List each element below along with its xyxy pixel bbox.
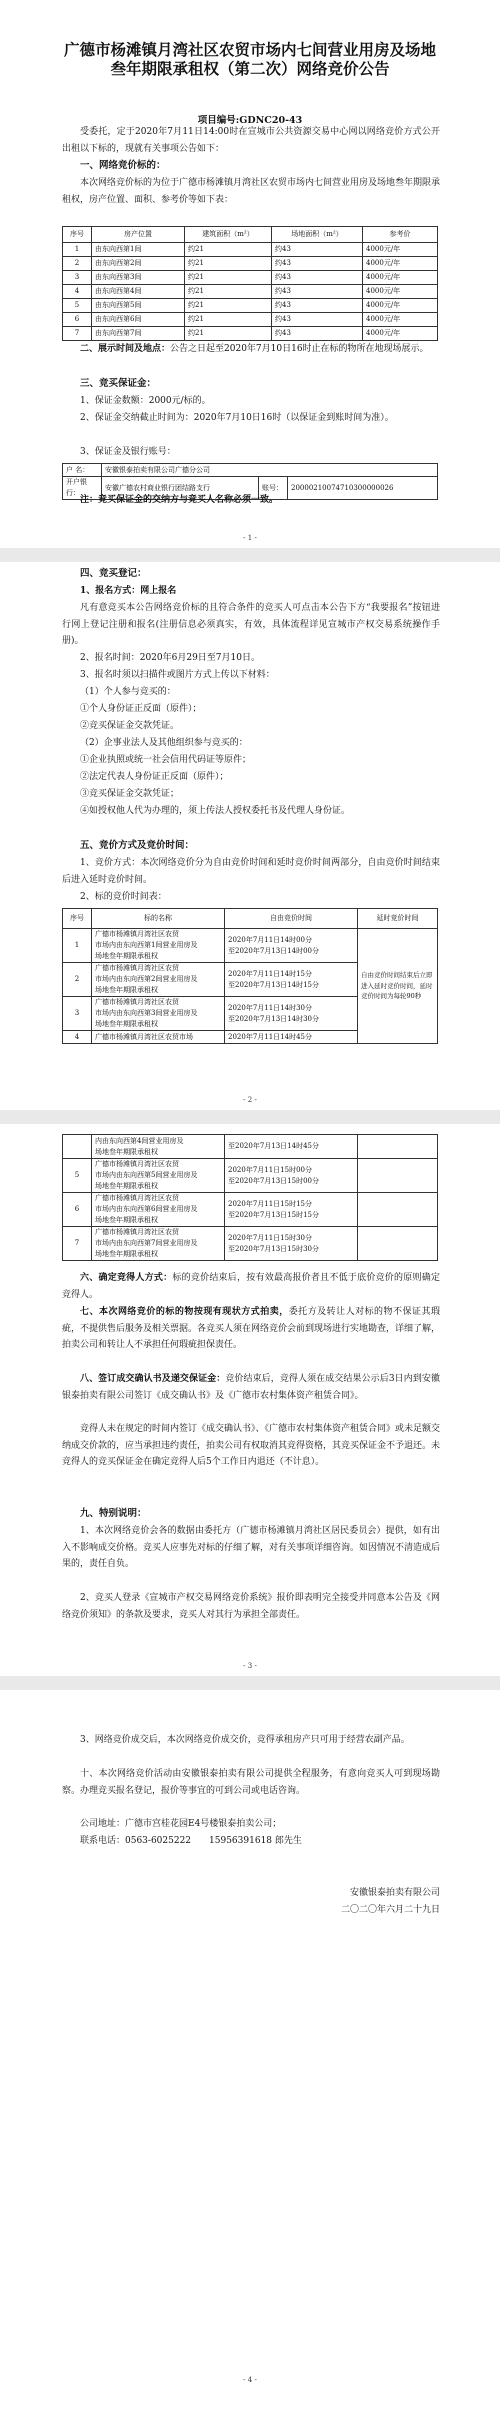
individual-item-2: ②竞买保证金交款凭证。	[80, 721, 180, 731]
table-cell: 6	[63, 313, 92, 327]
section-8-heading: 八、签订成交确认书及递交保证金：	[80, 1374, 226, 1384]
table-cell	[358, 1135, 438, 1159]
table-cell: 4000元/年	[363, 299, 438, 313]
property-table	[62, 226, 438, 341]
table-cell: 由东向西第2间	[92, 257, 185, 271]
subject-line: 场地叁年期限承租权	[95, 1250, 158, 1258]
table-cell: 约21	[185, 257, 272, 271]
table-cell: 约43	[272, 243, 363, 257]
table-cell: 约43	[272, 313, 363, 327]
table-cell	[92, 1193, 225, 1227]
section-9-heading: 九、特别说明：	[80, 1508, 147, 1519]
table-cell: 约21	[185, 299, 272, 313]
table-row	[63, 243, 438, 257]
table-cell	[92, 963, 225, 997]
issuer-name: 安徽银泰拍卖有限公司	[349, 1888, 440, 1898]
table-row	[63, 271, 438, 285]
subject-line: 场地叁年期限承租权	[95, 1020, 158, 1028]
table-cell: 约21	[185, 313, 272, 327]
table-cell: 约43	[272, 257, 363, 271]
registration-time: 2、报名时间：2020年6月29日至7月10日。	[80, 653, 260, 663]
time-end: 至2020年7月13日14时15分	[228, 980, 319, 989]
registration-materials: 3、报名时须以扫描件或图片方式上传以下材料：	[80, 670, 275, 680]
section-6	[62, 1270, 440, 1303]
table-row	[63, 313, 438, 327]
table-header: 标的名称	[92, 909, 225, 929]
table-row	[63, 257, 438, 271]
table-cell: 1	[63, 929, 92, 963]
time-end: 至2020年7月13日14时30分	[228, 1014, 319, 1023]
table-header: 自由竞价时间	[225, 909, 358, 929]
table-cell: 4000元/年	[363, 285, 438, 299]
subject-line: 市场内由东向西第1间营业用房及	[95, 941, 198, 949]
subject-line: 市场内由东向西第7间营业用房及	[95, 1239, 198, 1247]
section-1-body: 本次网络竞价标的为位于广德市杨滩镇月湾社区农贸市场内七间营业用房及场地叁年期限承租权，房产位置、面积、参考价等如下表：	[62, 178, 441, 205]
section-6-heading: 六、确定竞得人方式：	[80, 1273, 173, 1283]
table-cell: 由东向西第3间	[92, 271, 185, 285]
account-number: 20000210074710300000026	[288, 477, 438, 500]
intro-paragraph: 受委托，定于2020年7月11日14:00时在宣城市公共资源交易中心网以网络竞价方式公开出租以下标的，现就有关事项公告如下：	[62, 127, 440, 154]
table-cell: 7	[63, 327, 92, 341]
table-row	[63, 327, 438, 341]
deposit-amount: 1、保证金数额：2000元/标的。	[80, 396, 211, 406]
table-cell: 由东向西第4间	[92, 285, 185, 299]
page-separator	[0, 1110, 500, 1124]
table-cell	[92, 1159, 225, 1193]
time-start: 2020年7月11日15时30分	[228, 1233, 312, 1242]
page-separator	[0, 548, 500, 562]
section-4-heading: 四、竞买登记：	[80, 568, 147, 579]
table-cell	[92, 1135, 225, 1159]
enterprise-item-4: ④如授权他人代为办理的，须上传法人授权委托书及代理人身份证。	[80, 806, 351, 816]
table-cell: 1	[63, 243, 92, 257]
bidding-method: 1、竞价方式：本次网络竞价分为自由竞价时间和延时竞价时间两部分，自由竞价时间结束后进入延时竞价时间。	[62, 858, 440, 885]
table-cell: 广德市杨滩镇月湾社区农贸市场	[92, 1031, 225, 1044]
subject-line: 广德市杨滩镇月湾社区农贸	[95, 1160, 179, 1168]
subject-line: 市场内由东向西第5间营业用房及	[95, 1171, 198, 1179]
time-end: 至2020年7月13日15时00分	[228, 1176, 319, 1185]
section-7-body: 委托方及转让人对标的物不保证其瑕疵，不提供售后服务及相关票据。各竞买人须在网络竞价会前到现场进行实地勘查，详细了解，拍卖公司和转让人不承担任何瑕疵担保责任。	[62, 1307, 441, 1351]
bank-name: 安徽广德农村商业银行团结路支行	[102, 477, 259, 500]
page-separator	[0, 1676, 500, 1690]
table-cell: 由东向西第5间	[92, 299, 185, 313]
table-header: 场地面积（m²）	[272, 227, 363, 243]
table-cell	[358, 1159, 438, 1193]
table-cell: 2020年7月11日14时45分	[225, 1031, 358, 1044]
table-row	[63, 1159, 438, 1193]
table-row	[63, 929, 438, 963]
table-cell: 4000元/年	[363, 271, 438, 285]
deposit-account-heading: 3、保证金及银行账号：	[80, 447, 176, 457]
table-cell	[225, 997, 358, 1031]
subject-line: 广德市杨滩镇月湾社区农贸	[95, 1228, 179, 1236]
table-cell	[92, 929, 225, 963]
table-cell: 5	[63, 299, 92, 313]
delay-note: 自由竞价时间结束后立即进入延时竞价时间，延时竞价时间为每轮90秒	[358, 929, 438, 1044]
table-cell: 约43	[272, 271, 363, 285]
table-header: 房产位置	[92, 227, 185, 243]
table-cell: 3	[63, 997, 92, 1031]
table-cell	[63, 1135, 92, 1159]
table-cell: 约21	[185, 327, 272, 341]
table-cell: 4000元/年	[363, 257, 438, 271]
enterprise-heading: （2）企事业法人及其他组织参与竞买的：	[80, 738, 248, 748]
time-end: 至2020年7月13日15时30分	[228, 1244, 319, 1253]
table-cell: 由东向西第7间	[92, 327, 185, 341]
time-start: 2020年7月11日15时00分	[228, 1165, 312, 1174]
account-name: 安徽银泰拍卖有限公司广德分公司	[102, 464, 438, 477]
section-8-body: 竞价结束后，竞得人须在成交结果公示后3日内到安徽银泰拍卖有限公司签订《成交确认书》及《广德市农村集体资产租赁合同》。	[62, 1374, 440, 1401]
table-cell	[225, 1227, 358, 1261]
bidding-schedule-table	[62, 908, 438, 1044]
section-5-heading: 五、竞价方式及竞价时间：	[80, 840, 195, 851]
table-cell: 约43	[272, 327, 363, 341]
table-cell	[358, 1227, 438, 1261]
table-header-row	[63, 227, 438, 243]
page-number: - 2 -	[243, 1096, 257, 1104]
section-1-heading: 一、网络竞价标的：	[80, 160, 166, 171]
table-cell: 4000元/年	[363, 327, 438, 341]
registration-method: 1、报名方式：网上报名	[80, 586, 177, 596]
time-end: 至2020年7月13日14时00分	[228, 946, 319, 955]
time-start: 2020年7月11日14时00分	[228, 935, 312, 944]
table-cell	[225, 1193, 358, 1227]
subject-line: 内由东向西第4间营业用房及	[95, 1136, 184, 1145]
registration-body: 凡有意竞买本公告网络竞价标的且符合条件的竞买人可点击本公告下方“我要报名”按钮进行网上登记注册和报名(注册信息必须真实，有效，具体流程详见宣城市产权交易系统操作手册)。	[62, 603, 440, 647]
subject-line: 广德市杨滩镇月湾社区农贸	[95, 1194, 179, 1202]
section-8-body-2: 竞得人未在规定的时间内签订《成交确认书》、《广德市农村集体资产租赁合同》或未足额交纳成交价款的，应当承担违约责任，拍卖公司有权取消其竞得资格，其竞买保证金不予退还。未竞得人的竞买保证金在确定竞得人后5个工作日内退还（不计息）。	[62, 1424, 441, 1468]
section-2	[62, 341, 440, 358]
table-header: 建筑面积（m²）	[185, 227, 272, 243]
table-row	[63, 285, 438, 299]
section-2-body: 公告之日起至2020年7月10日16时止在标的物所在地现场展示。	[170, 344, 429, 354]
contact-address: 公司地址：广德市宫桂花园E4号楼银泰拍卖公司；	[80, 1819, 282, 1829]
table-cell: 约43	[272, 285, 363, 299]
individual-item-1: ①个人身份证正反面（原件）；	[80, 704, 202, 714]
table-row	[63, 1227, 438, 1261]
subject-line: 场地叁年期限承租权	[95, 1147, 158, 1156]
table-cell: 4000元/年	[363, 313, 438, 327]
contact-phone: 联系电话：0563-6025222 15956391618 郎先生	[80, 1836, 302, 1846]
bank-label: 开户银行：	[63, 477, 102, 500]
deposit-note: 注：竞买保证金的交纳方与竞买人名称必须一致。	[80, 495, 279, 505]
table-cell: 3	[63, 271, 92, 285]
account-number-label: 账号：	[259, 477, 288, 500]
time-start: 2020年7月11日15时15分	[228, 1199, 312, 1208]
enterprise-item-2: ②法定代表人身份证正反面（原件）；	[80, 772, 229, 782]
bidding-schedule-heading: 2、标的竞价时间表：	[80, 892, 167, 902]
section-10: 十、本次网络竞价活动由安徽银泰拍卖有限公司提供全程服务，有意向竞买人可到现场勘察。办理竞买报名登记，报价等事宜的可到公司或电话咨询。	[62, 1769, 440, 1796]
section-2-heading: 二、展示时间及地点：	[80, 344, 171, 354]
section-6-body: 标的竞价结束后，按有效最高报价者且不低于底价竞价的原则确定竞得人。	[62, 1273, 440, 1300]
page-number: - 1 -	[243, 534, 257, 542]
time-start: 2020年7月11日14时15分	[228, 969, 312, 978]
table-header: 延时竞价时间	[358, 909, 438, 929]
subject-line: 广德市杨滩镇月湾社区农贸	[95, 930, 179, 938]
time-end: 至2020年7月13日15时15分	[228, 1210, 319, 1219]
table-cell: 4	[63, 285, 92, 299]
subject-line: 市场内由东向西第2间营业用房及	[95, 975, 198, 983]
table-cell	[92, 1227, 225, 1261]
page-number: - 4 -	[243, 2376, 257, 2384]
table-cell: 5	[63, 1159, 92, 1193]
subject-line: 场地叁年期限承租权	[95, 1216, 158, 1224]
table-header-row	[63, 909, 438, 929]
special-note-1: 1、本次网络竞价会各的数据由委托方（广德市杨滩镇月湾社区居民委员会）提供，如有出入不影响成交价格。竞买人应事先对标的仔细了解，对有关事项详细咨询。如因情况不清造成后果的，责任自负。	[62, 1526, 441, 1570]
enterprise-item-1: ①企业执照或统一社会信用代码证等原件；	[80, 755, 252, 765]
account-name-label: 户 名：	[63, 464, 102, 477]
special-note-3: 3、网络竞价成交后，本次网络竞价成交价，竞得承租房产只可用于经营农副产品。	[80, 1735, 410, 1745]
table-row	[63, 299, 438, 313]
section-3-heading: 三、竞买保证金：	[80, 378, 157, 389]
table-cell: 4	[63, 1031, 92, 1044]
page-number: - 3 -	[243, 1662, 257, 1670]
document-title: 广德市杨滩镇月湾社区农贸市场内七间营业用房及场地叁年期限承租权（第二次）网络竞价公告	[63, 40, 436, 78]
subject-line: 市场内由东向西第6间营业用房及	[95, 1205, 198, 1213]
table-cell	[92, 997, 225, 1031]
special-note-2: 2、竞买人登录《宣城市产权交易网络竞价系统》报价即表明完全接受并同意本公告及《网络竞价须知》的条款及要求，竞买人对其行为承担全部责任。	[62, 1593, 440, 1620]
section-7-heading: 七、本次网络竞价的标的物按现有现状方式拍卖，	[80, 1307, 289, 1317]
table-cell	[225, 963, 358, 997]
table-header: 参考价	[363, 227, 438, 243]
table-row	[63, 1135, 438, 1159]
table-row	[63, 464, 438, 477]
subject-line: 市场内由东向西第3间营业用房及	[95, 1009, 198, 1017]
table-cell: 7	[63, 1227, 92, 1261]
section-7	[62, 1304, 440, 1354]
table-cell: 至2020年7月13日14时45分	[225, 1135, 358, 1159]
time-start: 2020年7月11日14时30分	[228, 1003, 312, 1012]
subject-line: 场地叁年期限承租权	[95, 1182, 158, 1190]
table-cell: 2	[63, 963, 92, 997]
table-cell: 由东向西第6间	[92, 313, 185, 327]
table-cell	[358, 1193, 438, 1227]
issue-date: 二〇二〇年六月二十九日	[340, 1905, 440, 1915]
subject-line: 场地叁年期限承租权	[95, 952, 158, 960]
subject-line: 广德市杨滩镇月湾社区农贸	[95, 998, 179, 1006]
table-header: 序号	[63, 909, 92, 929]
table-row	[63, 1193, 438, 1227]
project-number: 项目编号:GDNC20-43	[197, 115, 303, 126]
bidding-schedule-table-continued	[62, 1134, 438, 1261]
table-cell: 由东向西第1间	[92, 243, 185, 257]
table-cell: 约43	[272, 299, 363, 313]
subject-line: 广德市杨滩镇月湾社区农贸	[95, 964, 179, 972]
table-cell: 约21	[185, 285, 272, 299]
enterprise-item-3: ③竞买保证金交款凭证；	[80, 789, 180, 799]
individual-heading: （1）个人参与竞买的：	[80, 687, 176, 697]
table-cell: 约21	[185, 271, 272, 285]
table-cell	[225, 1159, 358, 1193]
subject-line: 场地叁年期限承租权	[95, 986, 158, 994]
deposit-deadline: 2、保证金交纳截止时间为：2020年7月10日16时（以保证金到账时间为准）。	[80, 413, 394, 423]
table-cell	[225, 929, 358, 963]
table-cell: 6	[63, 1193, 92, 1227]
table-header: 序号	[63, 227, 92, 243]
table-cell: 4000元/年	[363, 243, 438, 257]
table-cell: 2	[63, 257, 92, 271]
section-8	[62, 1371, 440, 1404]
table-cell: 约21	[185, 243, 272, 257]
